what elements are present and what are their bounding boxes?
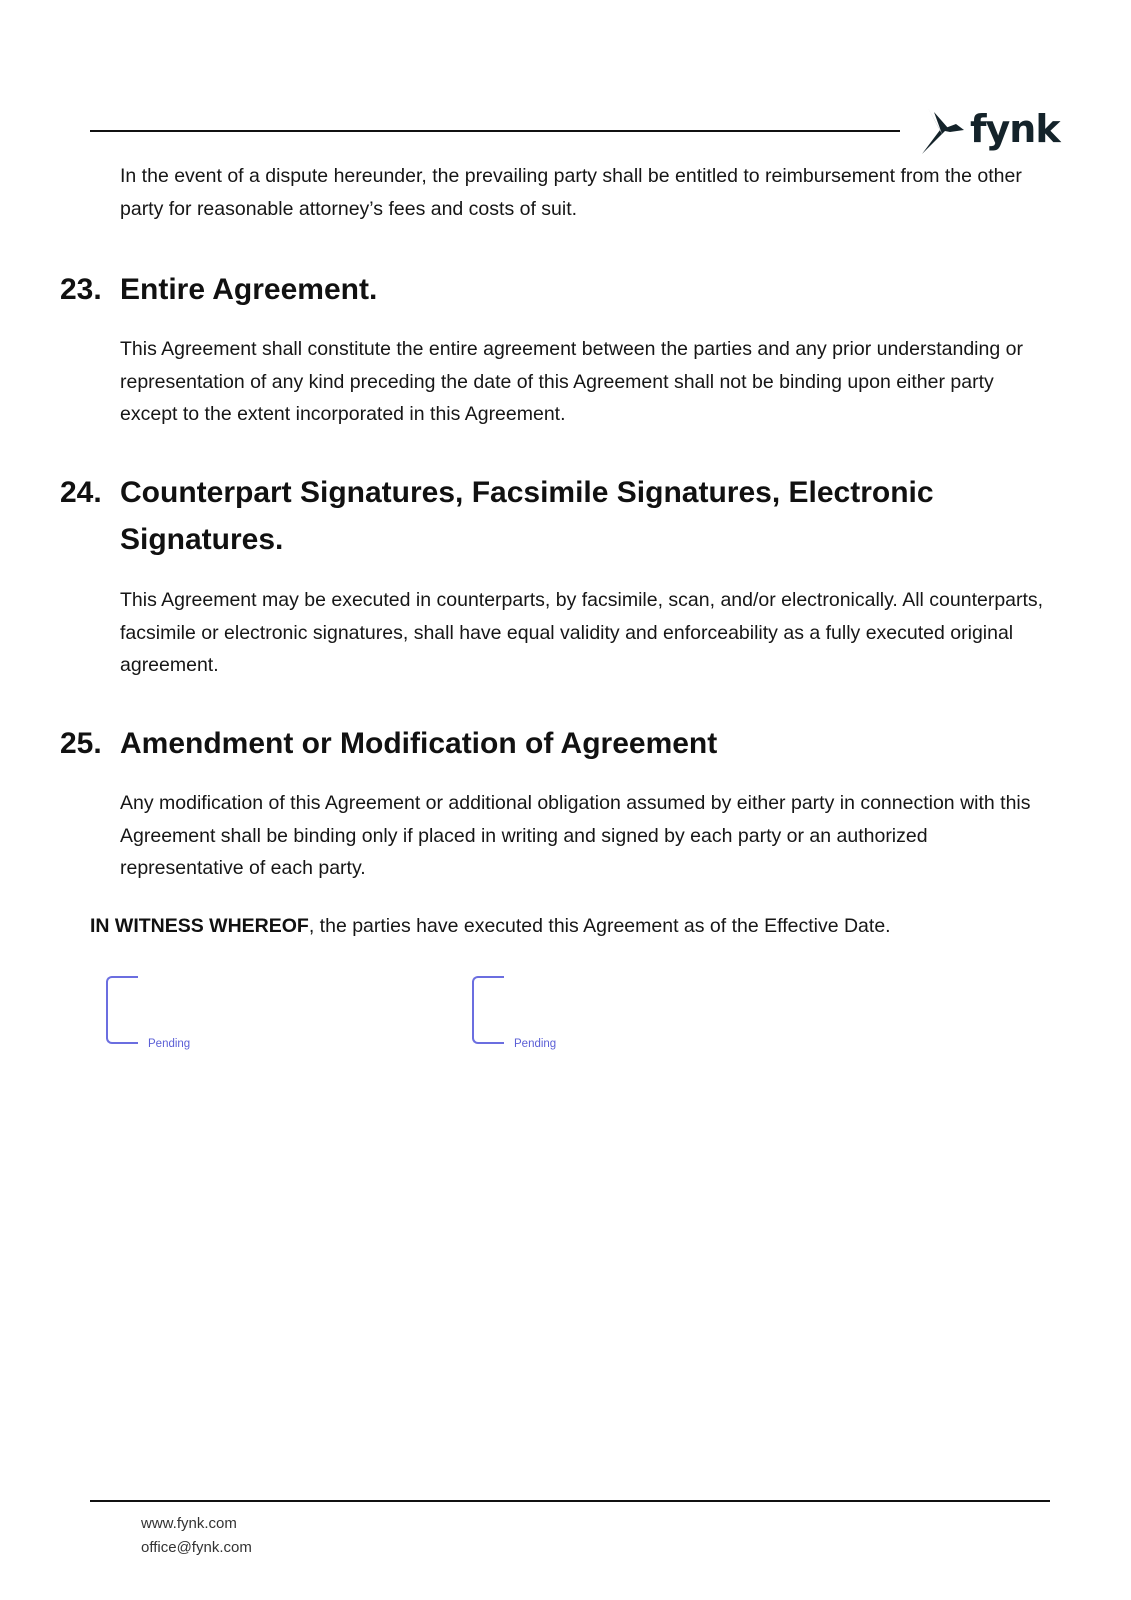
signature-status: Pending (148, 1038, 191, 1050)
witness-text: , the parties have executed this Agreement as of the Effective Date. (308, 915, 891, 937)
footer-divider (90, 1500, 1050, 1502)
section-heading-24 (60, 469, 1060, 563)
section-number: 24. (60, 476, 102, 509)
witness-bold: IN WITNESS WHEREOF (90, 915, 309, 937)
signature-status: Pending (514, 1038, 557, 1050)
section-number: 23. (60, 273, 102, 306)
signature-bracket (106, 976, 138, 1044)
section-title: Entire Agreement. (120, 273, 378, 306)
signature-field-1[interactable] (106, 976, 226, 1056)
footer (141, 1512, 252, 1560)
section-title: Counterpart Signatures, Facsimile Signatures, Electronic Signatures. (120, 476, 934, 556)
section-number: 25. (60, 727, 102, 760)
section-body-25: Any modification of this Agreement or additional obligation assumed by either party in connection with this Agreement shall be binding only if placed in writing and signed by each party or an authorized representative of each party. (120, 792, 1031, 879)
section-heading-23 (60, 266, 1060, 313)
section-heading-25 (60, 720, 1060, 767)
signature-field-2[interactable] (472, 976, 592, 1056)
brand-name: fynk (970, 107, 1060, 151)
footer-email[interactable]: office@fynk.com (141, 1539, 252, 1556)
section-body-23: This Agreement shall constitute the entire agreement between the parties and any prior understanding or representation of any kind preceding the date of this Agreement shall not be binding upon either party except to the extent incorporated in this Agreement. (120, 338, 1023, 425)
signature-bracket (472, 976, 504, 1044)
intro-paragraph: In the event of a dispute hereunder, the prevailing party shall be entitled to reimbursement from the other party for reasonable attorney’s fees and costs of suit. (120, 165, 1022, 220)
section-body-24: This Agreement may be executed in counterparts, by facsimile, scan, and/or electronically. All counterparts, facsimile or electronic signatures, shall have equal validity and enforceability as a fully executed original agreement. (120, 589, 1044, 676)
bird-icon (920, 106, 966, 156)
footer-website[interactable]: www.fynk.com (141, 1515, 237, 1532)
header-divider (90, 130, 900, 132)
section-title: Amendment or Modification of Agreement (120, 727, 718, 760)
witness-statement (90, 910, 891, 942)
brand-logo (920, 106, 1060, 156)
